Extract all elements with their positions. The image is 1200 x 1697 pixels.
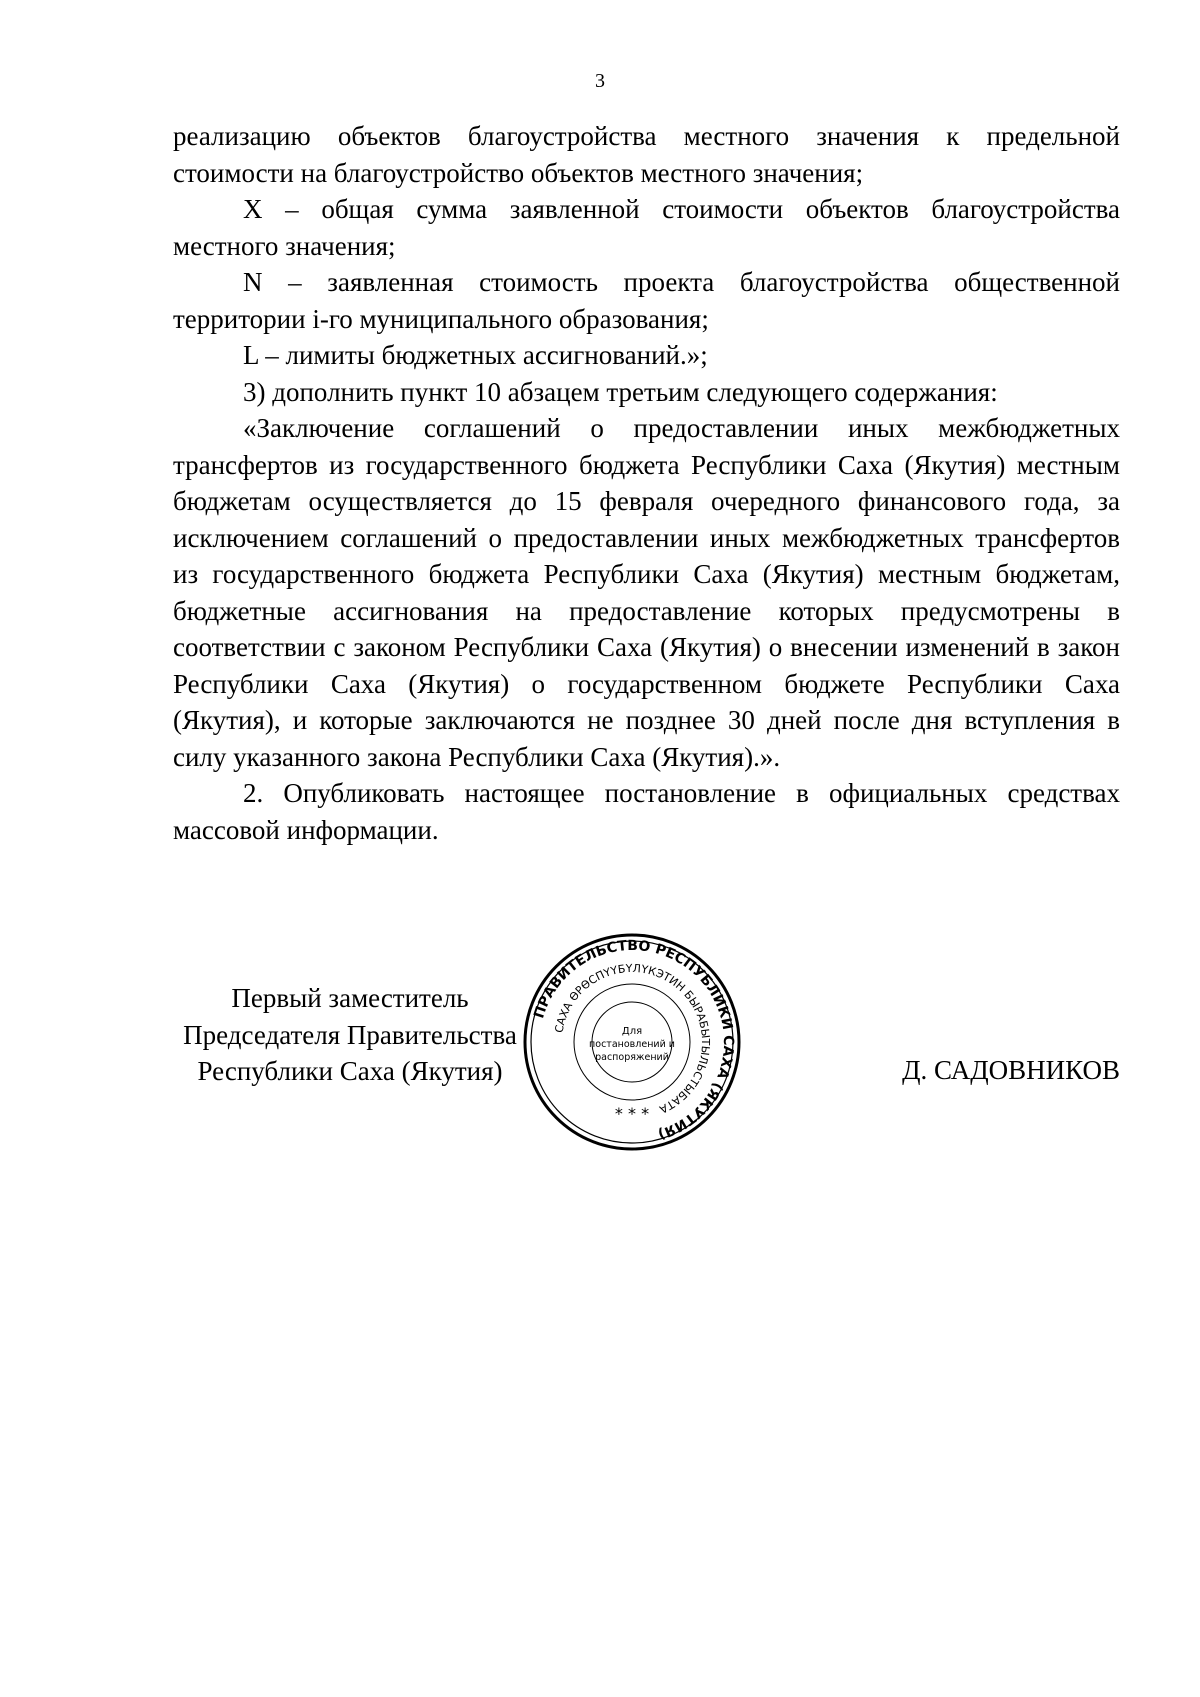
seal-inner-ring-text: САХА ӨРӨСПҮҮБҮЛҮКЭТИН БЫРАБЫТЫЛЬСТЫБАТА bbox=[552, 961, 713, 1116]
signatory-position-line: Председателя Правительства bbox=[183, 1019, 517, 1050]
paragraph-item-3: 3) дополнить пункт 10 абзацем третьим следующего содержания: bbox=[243, 376, 998, 407]
seal-stars: * * * bbox=[614, 1104, 650, 1123]
official-seal bbox=[522, 932, 742, 1152]
page-number: 3 bbox=[595, 70, 605, 92]
paragraph-definition-x: X – общая сумма заявленной стоимости объектов благоустройства местного значения; bbox=[173, 194, 1120, 261]
seal-outer-text: ПРАВИТЕЛЬСТВО РЕСПУБЛИКИ САХА (ЯКУТИЯ) bbox=[531, 937, 737, 1142]
seal-center-line: распоряжений bbox=[595, 1052, 669, 1063]
signatory-position bbox=[170, 980, 530, 1090]
signer-name: Д. САДОВНИКОВ bbox=[902, 1055, 1120, 1085]
paragraph-definition-n: N – заявленная стоимость проекта благоустройства общественной территории i-го муниципального образования; bbox=[173, 267, 1120, 334]
paragraph-quoted-amendment: «Заключение соглашений о предоставлении иных межбюджетных трансфертов из государственного бюджета Республики Саха (Якутия) местным бюджетам осуществляется до 15 февраля очередного финансового года, за исключением соглашений о предоставлении иных межбюджетных трансфертов из государственного бюджета Республики Саха (Якутия) местным бюджетам, бюджетные ассигнования на предоставление которых предусмотрены в соответствии с законом Республики Саха (Якутия) о внесении изменений в закон Республики Саха (Якутия) о государственном бюджете Республики Саха (Якутия), и которые заключаются не позднее 30 дней после дня вступления в силу указанного закона Республики Саха (Якутия).». bbox=[173, 413, 1120, 772]
paragraph-item-2-publish: 2. Опубликовать настоящее постановление в официальных средствах массовой информации. bbox=[173, 778, 1120, 845]
paragraph-definition-l: L – лимиты бюджетных ассигнований.»; bbox=[243, 340, 708, 370]
paragraph-continuation: реализацию объектов благоустройства местного значения к предельной стоимости на благоустройство объектов местного значения; bbox=[173, 121, 1120, 188]
document-body bbox=[173, 118, 1120, 848]
signatory-position-line: Первый заместитель bbox=[231, 983, 469, 1013]
seal-center-line: Для bbox=[621, 1026, 643, 1037]
signatory-position-line: Республики Саха (Якутия) bbox=[197, 1056, 503, 1086]
seal-center-line: постановлений и bbox=[589, 1039, 675, 1050]
